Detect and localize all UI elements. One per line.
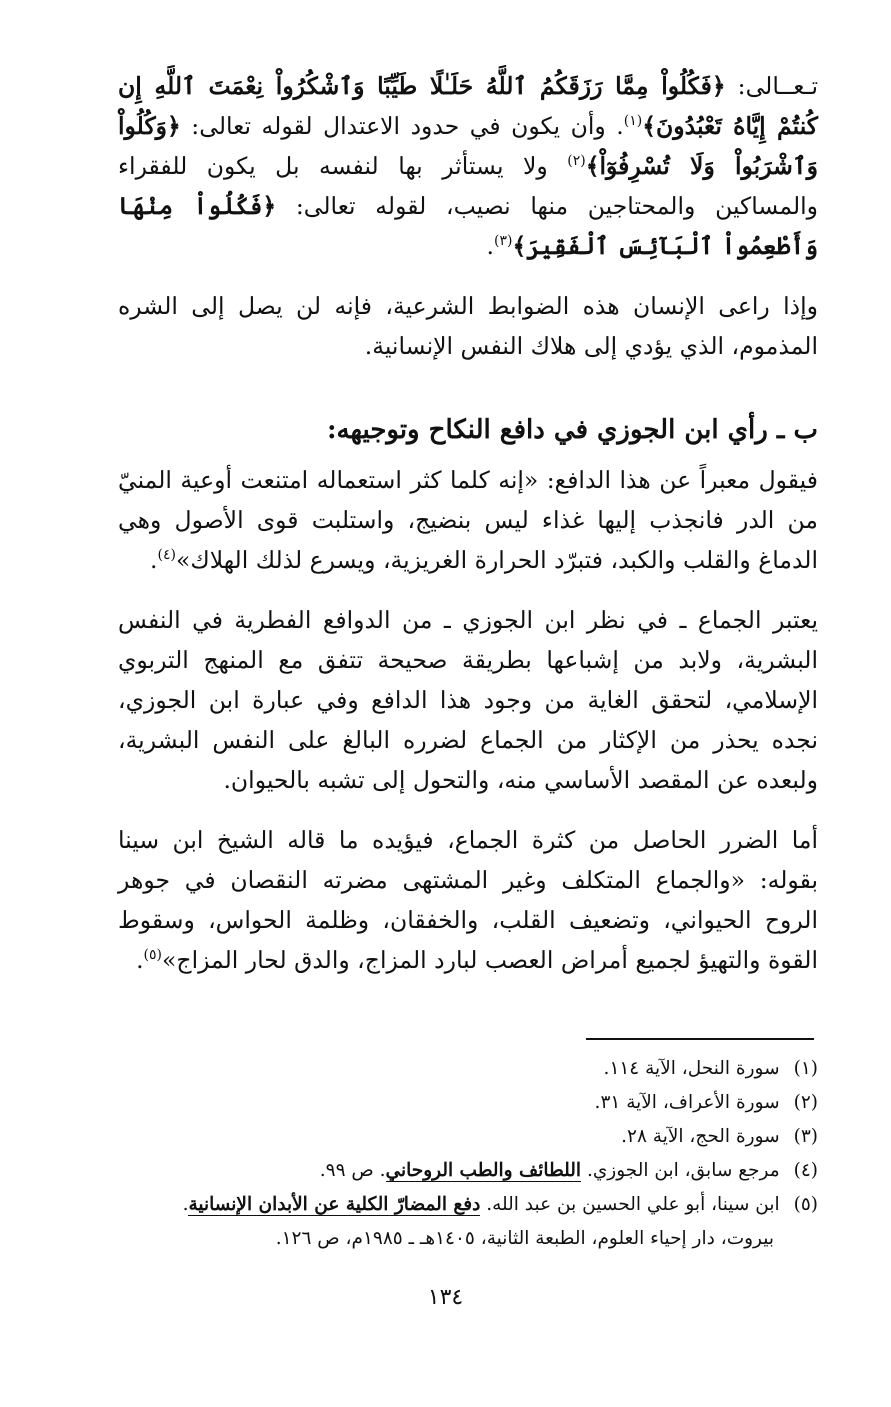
quote-end: . [150, 546, 158, 574]
footnote-5-continuation: بيروت، دار إحياء العلوم، الطبعة الثانية، ١٤٠٥هـ ـ ١٩٨٥م، ص ١٢٦. [275, 1228, 774, 1249]
footnote-ref-4: (٤) [157, 547, 176, 564]
quran-verse-2: ﴿وَكُلُواْ وَٱشْرَبُواْ وَلَا تُسْرِفُوٓاْ﴾ [118, 112, 818, 180]
quran-verse-3: ﴿فَكُلُواْ مِنْهَا وَأَطْعِمُواْ ٱلْبَآئِسَ ٱلْفَقِيرَ﴾ [118, 192, 818, 260]
footnote-text [118, 1154, 780, 1188]
footnotes [118, 1052, 818, 1256]
footnote-number: (٤) [793, 1160, 818, 1181]
footnote-5 [118, 1188, 818, 1222]
footnote-source-suffix: . ص ٩٩. [319, 1160, 386, 1181]
footnote-text: سورة الأعراف، الآية ٣١. [594, 1092, 780, 1113]
footnote-ref-5: (٥) [143, 947, 163, 964]
footnote-number: (٣) [793, 1126, 818, 1147]
intro-text-2: . وأن يكون في حدود الاعتدال لقوله تعالى: [180, 112, 624, 140]
intro-paragraph [118, 66, 818, 266]
footnote-number: (١) [793, 1058, 818, 1079]
book-title: دفع المضارّ الكلية عن الأبدان الإنسانية [188, 1194, 481, 1215]
footnote-ref-1: (١) [623, 113, 643, 130]
footnote-1 [118, 1052, 818, 1086]
footnote-source-prefix: مرجع سابق، ابن الجوزي. [581, 1160, 780, 1181]
footnote-source-suffix: . [182, 1194, 189, 1215]
ibn-sina-text: أما الضرر الحاصل من كثرة الجماع، فيؤيده ما قاله الشيخ ابن سينا بقوله: «والجماع المتكلف وغير المشتهى مضرته النقصان في جوهر الروح الحيواني، وتضعيف القلب، والخفقان، وظلمة الحواس، وسقوط القوة والتهيؤ لجميع أمراض العصب لبارد المزاج، والدق لحار المزاج» [118, 826, 818, 974]
ibn-sina-end: . [136, 946, 144, 974]
paragraph-ibn-jawzi-quote [118, 460, 818, 580]
quran-verse-1: ﴿فَكُلُواْ مِمَّا رَزَقَكُمُ ٱللَّهُ حَلَـٰلًا طَيِّبًا وَٱشْكُرُواْ نِعْمَتَ ٱللَّهِ إِن كُنتُمْ إِيَّاهُ تَعْبُدُونَ﴾ [118, 72, 818, 140]
book-title: اللطائف والطب الروحاني [385, 1160, 582, 1181]
footnote-ref-3: (٣) [494, 233, 513, 250]
footnote-number: (٥) [793, 1194, 818, 1215]
paragraph-shariah-controls: وإذا راعى الإنسان هذه الضوابط الشرعية، فإنه لن يصل إلى الشره المذموم، الذي يؤدي إلى هلاك النفس الإنسانية. [118, 292, 818, 360]
page-body [118, 66, 818, 980]
page-number: ١٣٤ [427, 1285, 464, 1310]
footnote-3 [118, 1120, 818, 1154]
footnote-4 [118, 1154, 818, 1188]
footnote-text: سورة النحل، الآية ١١٤. [603, 1058, 780, 1079]
footnote-text [118, 1188, 780, 1222]
footnote-separator [586, 1038, 814, 1040]
intro-text-4: . [486, 232, 494, 260]
intro-text-3: ولا يستأثر بها لنفسه بل يكون للفقراء والمساكين والمحتاجين منها نصيب، لقوله تعالى: [118, 152, 818, 220]
intro-text-1: تـعــالى: [725, 72, 819, 100]
paragraph-ibn-sina-quote [118, 820, 818, 980]
paragraph-jima-analysis: يعتبر الجماع ـ في نظر ابن الجوزي ـ من الدوافع الفطرية في النفس البشرية، ولابد من إشباعها بطريقة صحيحة تتفق مع المنهج التربوي الإسلامي، لتحقق الغاية من وجود هذا الدافع وفي عبارة ابن الجوزي، نجده يحذر من الإكثار من الجماع لضرره البالغ على النفس البشرية، ولبعده عن المقصد الأساسي منه، والتحول إلى تشبه بالحيوان. [118, 606, 818, 794]
footnote-2 [118, 1086, 818, 1120]
section-heading: ب ـ رأي ابن الجوزي في دافع النكاح وتوجيهه: [326, 415, 818, 445]
quote-text: فيقول معبراً عن هذا الدافع: «إنه كلما كثر استعماله امتنعت أوعية المنيّ من الدر فانجذب إليها غذاء ليس بنضيج، واستلبت قوى الأصول وهي الدماغ والقلب والكبد، فتبرّد الحرارة الغريزية، ويسرع لذلك الهلاك» [118, 466, 818, 574]
footnote-source-prefix: ابن سينا، أبو علي الحسين بن عبد الله. [480, 1194, 780, 1215]
footnote-text: سورة الحج، الآية ٢٨. [621, 1126, 780, 1147]
footnote-number: (٢) [793, 1092, 818, 1113]
footnote-ref-2: (٢) [567, 153, 586, 170]
